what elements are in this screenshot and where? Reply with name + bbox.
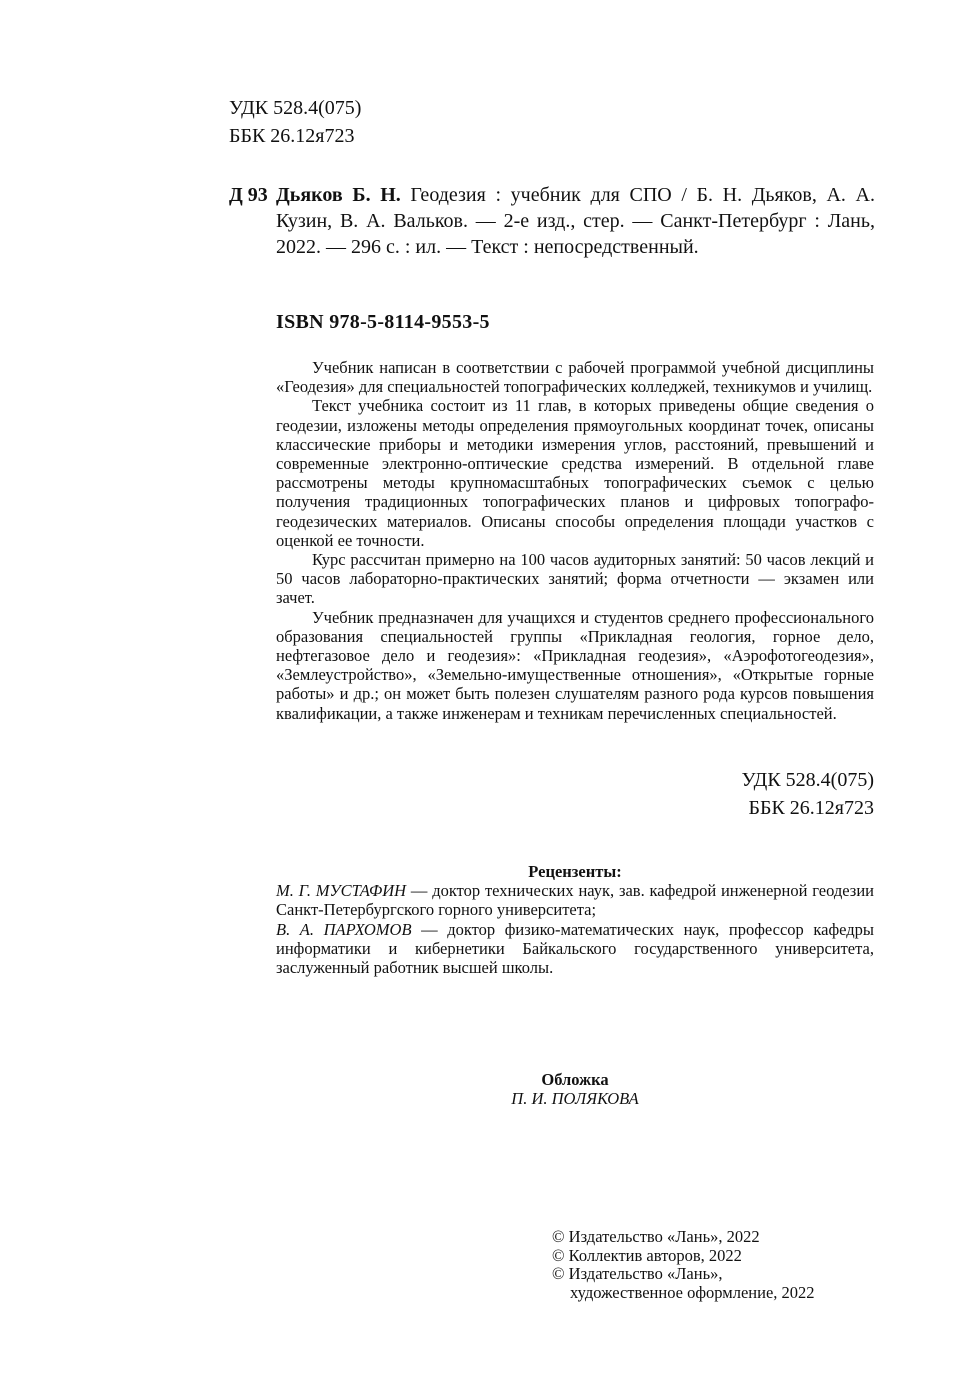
reviewer-text: — доктор физико-математических наук, профессор кафедры информатики и кибернетики Байкальского государственного университета, заслуженный работник высшей школы.: [276, 919, 875, 978]
bbk-code: ББК 26.12я723: [748, 797, 874, 819]
annotation: [276, 358, 874, 723]
udk-code: УДК 528.4(075): [741, 769, 874, 791]
reviewer-name: В. А. ПАРХОМОВ: [276, 919, 412, 939]
reviewer-entry: [276, 920, 874, 978]
copyright-line: © Издательство «Лань»,: [552, 1264, 723, 1283]
isbn: ISBN 978-5-8114-9553-5: [276, 311, 490, 333]
classification-bottom: [700, 766, 874, 822]
annotation-paragraph: Учебник предназначен для учащихся и студентов среднего профессионального образования специальностей группы «Прикладная геология, горное дело, нефтегазовое дело и геодезия»: «Прикладная геодезия», «Аэрофотогеодезия», «Землеустройство», «Земельно-имущественные отношения», «Открытые горные работы» и др.; он может быть полезен слушателям разного рода курсов повышения квалификации, а также инженерам и техникам перечисленных специальностей.: [276, 607, 874, 723]
classification-top: [229, 94, 361, 150]
reviewer-entry: [276, 881, 874, 919]
author-mark: Д 93: [229, 184, 268, 206]
annotation-paragraph: Учебник написан в соответствии с рабочей программой учебной дисциплины «Геодезия» для специальностей топографических колледжей, техникумов и училищ.: [276, 358, 874, 397]
copyright-line: © Издательство «Лань», 2022: [552, 1227, 760, 1246]
reviewer-text: — доктор технических наук, зав. кафедрой инженерной геодезии Санкт-Петербургского горного университета;: [276, 881, 874, 920]
cover-designer: П. И. ПОЛЯКОВА: [511, 1089, 639, 1108]
udk-code: УДК 528.4(075): [229, 97, 362, 119]
copyright-block: [552, 1228, 815, 1302]
reviewer-name: М. Г. МУСТАФИН: [276, 881, 407, 901]
cover-credit: [276, 1070, 874, 1108]
reviewers-title: Рецензенты:: [528, 862, 622, 881]
cover-title: Обложка: [541, 1070, 609, 1089]
catalog-record: [229, 182, 875, 260]
copyright-line: © Коллектив авторов, 2022: [552, 1245, 742, 1265]
copyright-line: художественное оформление, 2022: [570, 1282, 815, 1302]
catalog-author: Дьяков Б. Н.: [276, 184, 401, 206]
annotation-paragraph: Текст учебника состоит из 11 глав, в которых приведены общие сведения о геодезии, изложены методы определения прямоугольных координат точек, описаны классические приборы и методики измерения углов, расстояний, превышений и современные электронно-оптические средства измерений. В отдельной главе рассмотрены методы крупномасштабных топографических съемок с целью получения традиционных топографических планов и цифровых топографо-геодезических материалов. Описаны способы определения площади участков с оценкой ее точности.: [276, 396, 874, 550]
bbk-code: ББК 26.12я723: [229, 125, 355, 147]
bibliographic-description: [276, 182, 875, 260]
reviewers: [276, 862, 874, 977]
catalog-description: Геодезия : учебник для СПО / Б. Н. Дьяков, А. А. Кузин, В. А. Вальков. — 2-е изд., стер. — Санкт-Петербург : Лань, 2022. — 296 с. : ил. — Текст : непосредственный.: [276, 184, 875, 258]
annotation-paragraph: Курс рассчитан примерно на 100 часов аудиторных занятий: 50 часов лекций и 50 часов лабораторно-практических занятий; форма отчетности — экзамен или зачет.: [276, 550, 874, 608]
